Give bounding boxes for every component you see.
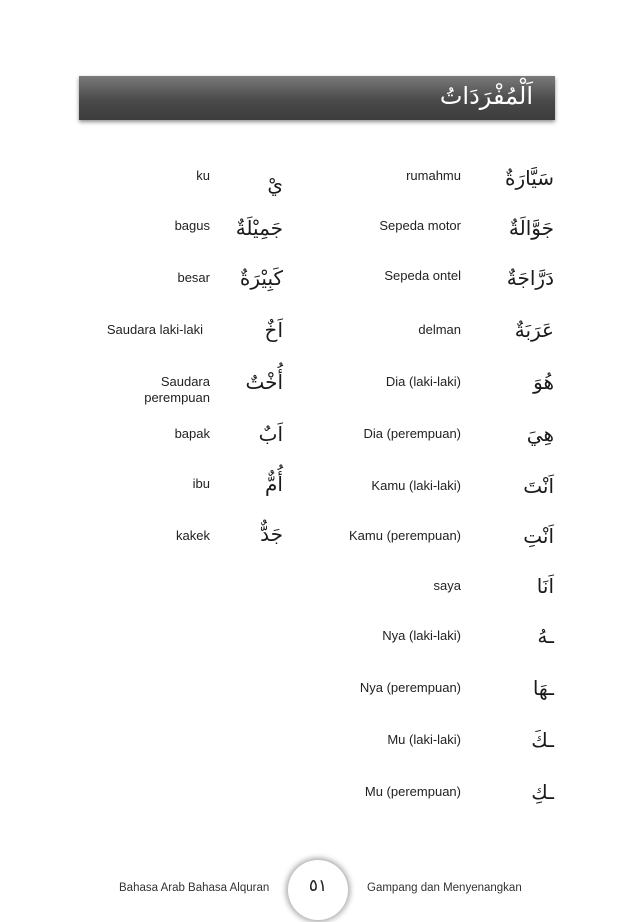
vocab-meaning: kakek [176, 528, 210, 543]
vocab-meaning: Nya (perempuan) [359, 680, 461, 695]
vocab-meaning: ku [196, 168, 210, 183]
vocab-arabic: جَوَّالَةٌ [508, 216, 554, 240]
page-number-badge [288, 860, 348, 920]
vocab-arabic: ـهَا [532, 676, 554, 700]
vocab-meaning: delman [418, 322, 461, 337]
vocab-arabic: أُخْتٌ [245, 370, 283, 394]
vocab-arabic: يْ [267, 172, 283, 196]
vocab-meaning: bapak [174, 426, 210, 441]
section-title: اَلْمُفْرَدَاتُ [439, 82, 533, 110]
vocab-arabic: ـكَ [531, 728, 554, 752]
vocab-arabic: أُمٌّ [265, 472, 283, 496]
vocab-meaning: ibu [192, 476, 210, 491]
vocab-arabic: سَيَّارَةٌ [504, 166, 554, 190]
vocab-meaning: Sepeda ontel [384, 268, 461, 283]
vocab-meaning: Dia (laki-laki) [385, 374, 461, 389]
vocab-arabic: اَنَا [536, 574, 554, 598]
vocab-meaning: rumahmu [406, 168, 461, 183]
vocab-arabic: كَبِيْرَةٌ [239, 266, 283, 290]
vocab-meaning: Saudara laki-laki [106, 322, 203, 337]
footer-book-title: Bahasa Arab Bahasa Alquran [119, 882, 270, 894]
vocab-arabic: ـكِ [531, 780, 554, 804]
vocab-arabic: دَرَّاجَةٌ [506, 266, 554, 290]
vocab-meaning: besar [177, 270, 210, 285]
vocab-meaning: Sepeda motor [379, 218, 461, 233]
vocab-arabic: هُوَ [533, 370, 554, 394]
vocab-meaning: Mu (perempuan) [364, 784, 461, 799]
vocab-arabic: عَرَبَةٌ [514, 318, 554, 342]
vocab-meaning: saya [433, 578, 461, 593]
vocab-meaning: Mu (laki-laki) [387, 732, 461, 747]
vocab-meaning: Saudara perempuan [144, 374, 210, 405]
vocab-arabic: اَنْتَ [523, 474, 554, 498]
vocab-meaning: bagus [174, 218, 210, 233]
vocab-meaning: Kamu (perempuan) [349, 528, 461, 543]
vocab-arabic: هِيَ [526, 422, 554, 446]
vocab-meaning: Kamu (laki-laki) [371, 478, 461, 493]
vocab-arabic: جَدٌّ [260, 522, 283, 546]
page-number: ٥١ [308, 876, 328, 896]
vocab-arabic: اَبٌ [258, 422, 283, 446]
vocab-arabic: جَمِيْلَةٌ [235, 216, 283, 240]
footer-tagline: Gampang dan Menyenangkan [367, 882, 522, 894]
vocab-arabic: اَخٌ [264, 318, 283, 342]
section-header-bar [79, 76, 555, 120]
vocab-arabic: ـهُ [537, 624, 554, 648]
vocab-arabic: اَنْتِ [523, 524, 554, 548]
vocab-meaning: Dia (perempuan) [363, 426, 461, 441]
vocab-meaning: Nya (laki-laki) [382, 628, 461, 643]
